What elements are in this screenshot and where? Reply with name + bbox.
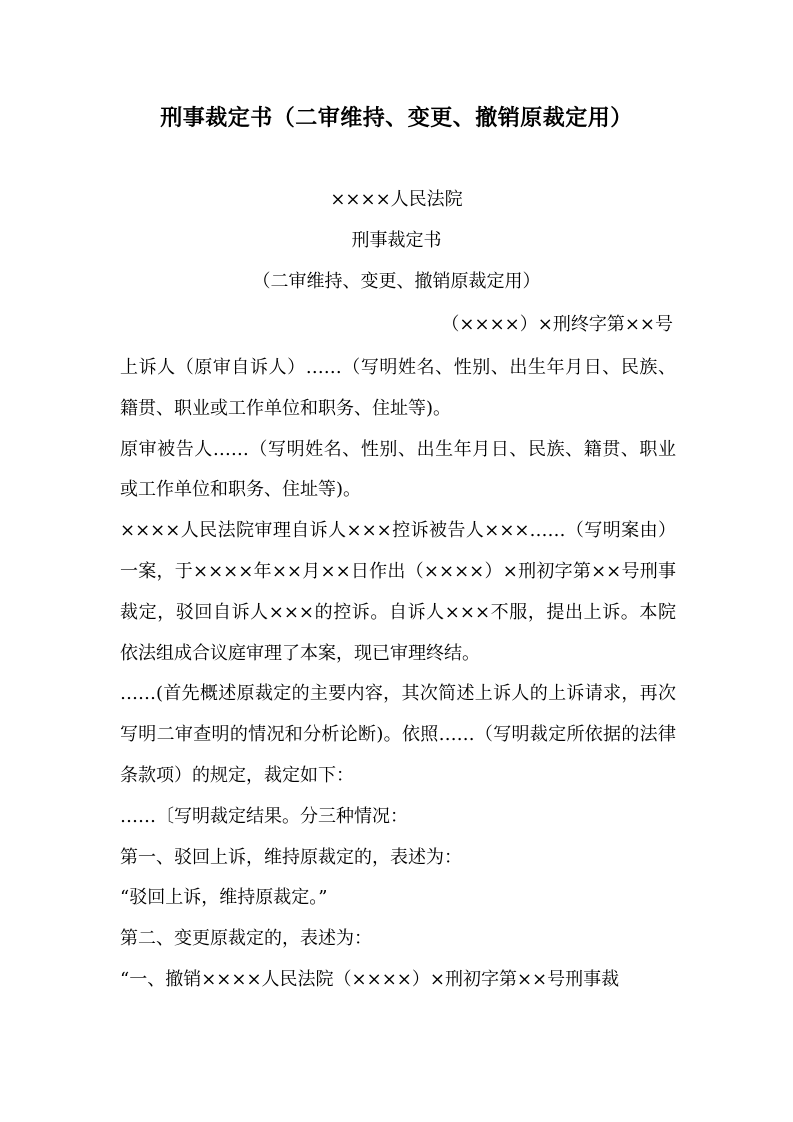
paragraph-appellant: 上诉人（原审自诉人）……（写明姓名、性别、出生年月日、民族、籍贯、职业或工作单位和职务、住址等)。 (120, 357, 676, 419)
paragraph-defendant: 原审被告人……（写明姓名、性别、出生年月日、民族、籍贯、职业或工作单位和职务、住址等)。 (120, 438, 676, 501)
court-name: ××××人民法院 (330, 189, 463, 210)
paragraph-ruling-intro: ……〔写明裁定结果。分三种情况： (120, 805, 408, 827)
case-number: （××××）×刑终字第××号 (441, 314, 673, 335)
document-body (120, 348, 676, 1001)
document-title: 刑事裁定书（二审维持、变更、撤销原裁定用） (160, 105, 633, 131)
document-type: 刑事裁定书 (351, 230, 442, 251)
paragraph-case-one-quote: “驳回上诉，维持原裁定。” (120, 887, 328, 909)
paragraph-case-one: 第一、驳回上诉，维持原裁定的，表述为： (120, 846, 462, 868)
paragraph-case-two: 第二、变更原裁定的，表述为： (120, 928, 372, 950)
paragraph-reasoning: ……(首先概述原裁定的主要内容，其次简述上诉人的上诉请求，再次写明二审查明的情况和分析论断)。依照……（写明裁定所依据的法律条款项）的规定，裁定如下： (120, 683, 676, 786)
paragraph-case-history: ××××人民法院审理自诉人×××控诉被告人×××……（写明案由）一案，于××××年××月××日作出（××××）×刑初字第××号刑事裁定，驳回自诉人×××的控诉。自诉人×××不服，提出上诉。本院依法组成合议庭审理了本案，现已审理终结。 (120, 520, 676, 664)
paragraph-case-two-quote: “一、撤销××××人民法院（××××）×刑初字第××号刑事裁 (120, 968, 620, 990)
document-subtitle: （二审维持、变更、撤销原裁定用） (252, 271, 541, 292)
